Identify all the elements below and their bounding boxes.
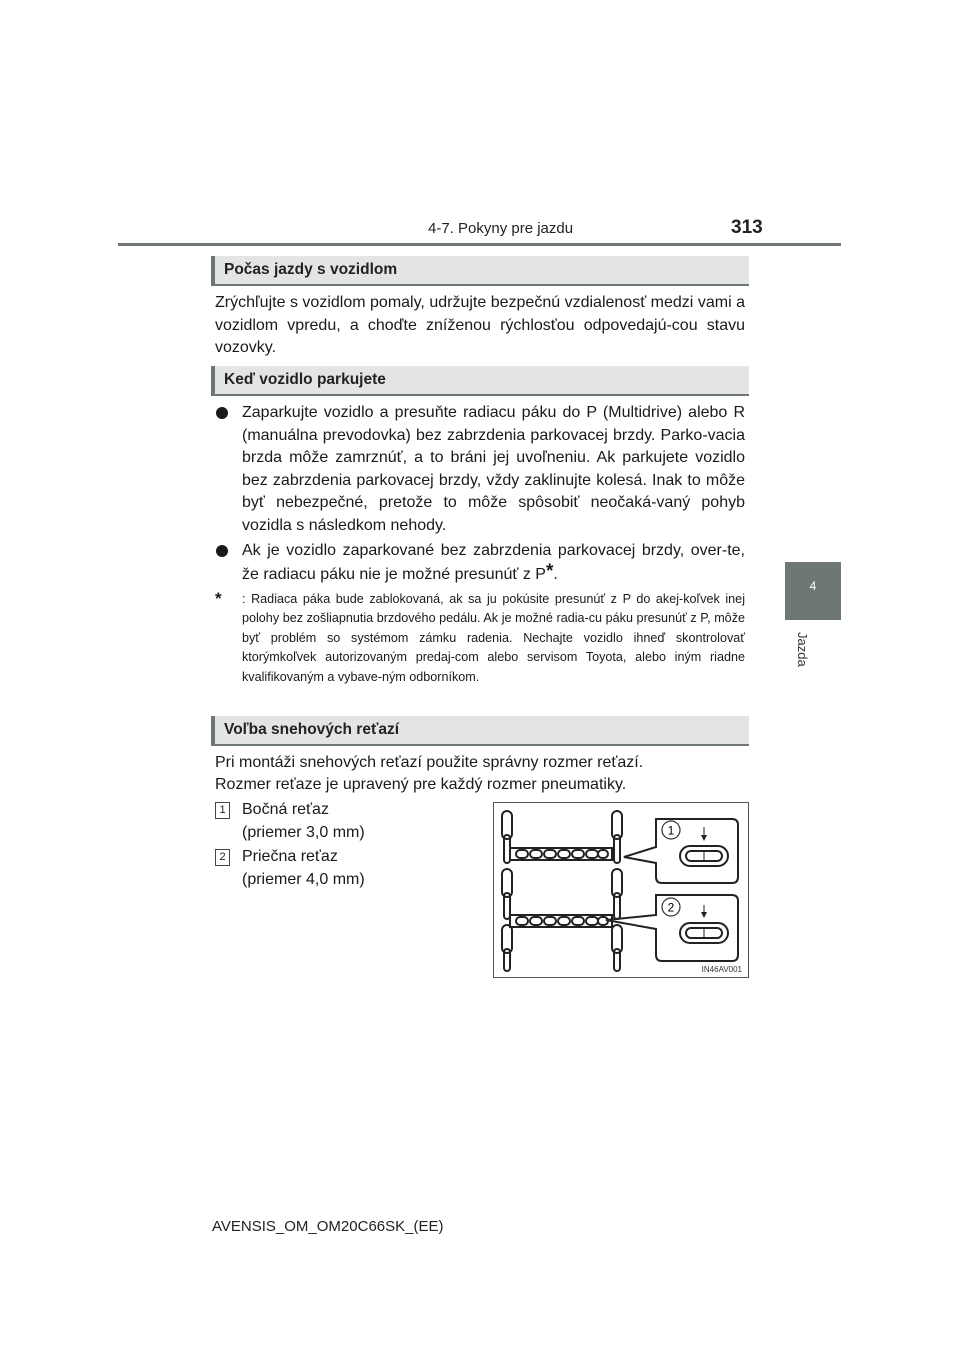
chapter-tab: 4 <box>785 562 841 620</box>
list-item <box>215 799 455 845</box>
section-heading-driving: Počas jazdy s vozidlom <box>211 256 749 286</box>
bullet-text: Zaparkujte vozidlo a presuňte radiacu páku do P (Multidrive) alebo R (manuálna prevodovka) bez zabrzdenia parkovacej brzdy. Parko-vacia brzda môže zamrznúť, a to bráni jej uvoľneniu. Ak parkujete vozidlo bez zabrzdenia parkovacej brzdy, vždy zaklinujte kolesá. Inak to môže byť nebezpečné, pretože to môže spôsobiť neočaká-vaný pohyb vozidla s následkom nehody. <box>242 404 745 534</box>
chain-drawing <box>494 803 748 977</box>
footnote <box>215 588 745 687</box>
driving-paragraph: Zrýchľujte s vozidlom pomaly, udržujte bezpečnú vzdialenosť medzi vami a vozidlom vpredu, a choďte zníženou rýchlosťou odpovedajú-cou stavu vozovky. <box>215 294 745 356</box>
bullet-dot <box>216 407 228 419</box>
item-title: Bočná reťaz <box>242 801 329 818</box>
bullet-dot <box>216 545 228 557</box>
callout-2-label: 2 <box>667 900 675 915</box>
chains-line-1: Pri montáži snehových reťazí použite správny rozmer reťazí. <box>215 754 644 771</box>
chains-line-2: Rozmer reťaze je upravený pre každý rozmer pneumatiky. <box>215 776 627 793</box>
callout-1-label: 1 <box>667 823 675 838</box>
item-number: 2 <box>215 849 230 866</box>
footnote-marker: * <box>215 589 222 608</box>
bullet-item <box>215 402 745 537</box>
item-detail: (priemer 3,0 mm) <box>242 823 365 841</box>
list-item <box>215 846 455 892</box>
item-detail: (priemer 4,0 mm) <box>242 870 365 888</box>
section-heading-parking: Keď vozidlo parkujete <box>211 366 749 396</box>
header-rule <box>118 243 841 246</box>
bullet-item <box>215 540 745 586</box>
page-number: 313 <box>731 217 763 238</box>
chapter-label: Jazda <box>795 632 810 667</box>
item-title: Priečna reťaz <box>242 848 338 865</box>
item-number: 1 <box>215 802 230 819</box>
footnote-text: : Radiaca páka bude zablokovaná, ak sa ju pokúsite presunúť z P do akej-koľvek inej polohy bez zošliapnutia brzdového pedálu. Ak je možné radia-cu páku presunúť z P, môže byť problém so systémom zámku radenia. Nechajte vozidlo ihneď skontrolovať ktorýmkoľvek autorizovaným predaj-com alebo servisom Toyota, alebo iným riadne kvalifikovaným a vybave-ným odborníkom. <box>242 591 745 684</box>
section-heading-snow-chains: Voľba snehových reťazí <box>211 716 749 746</box>
figure-code: IN46AV001 <box>701 965 742 974</box>
footnote-star: * <box>545 560 554 582</box>
bullet-text: Ak je vozidlo zaparkované bez zabrzdenia parkovacej brzdy, over-te, že radiacu páku nie je možné presunúť z P*. <box>242 542 745 583</box>
snow-chain-illustration <box>493 802 749 978</box>
section-reference: 4-7. Pokyny pre jazdu <box>428 220 574 237</box>
document-code: AVENSIS_OM_OM20C66SK_(EE) <box>212 1218 444 1235</box>
